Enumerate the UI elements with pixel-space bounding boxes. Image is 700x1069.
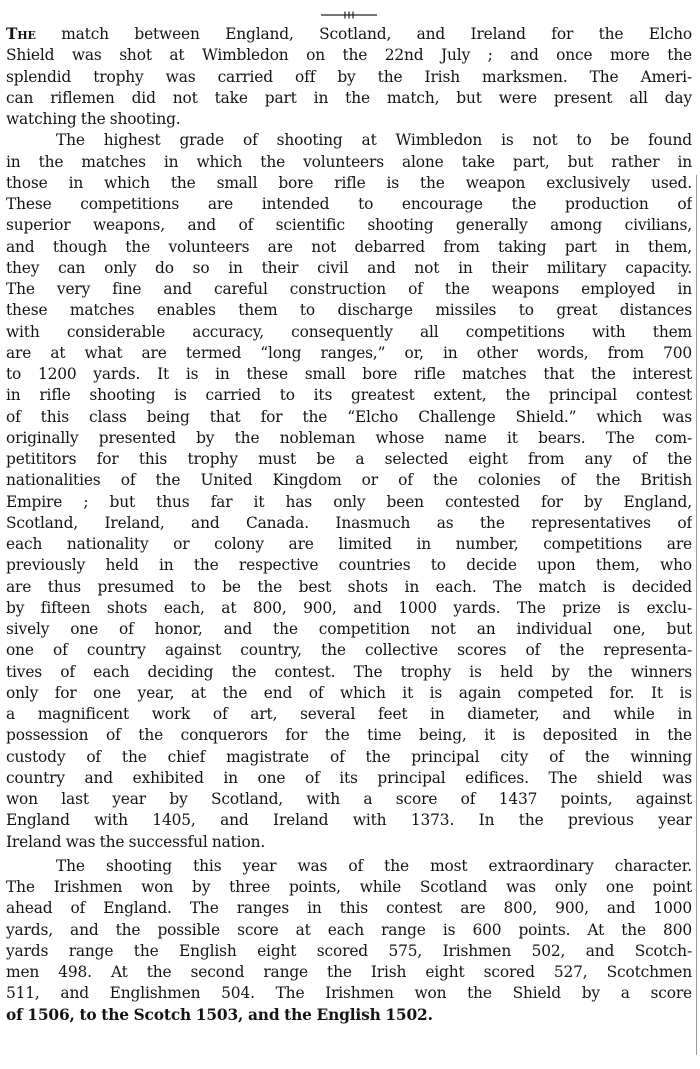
paragraph-line: one of country against country, the collective scores of the representa- <box>6 641 692 660</box>
article-paragraph-2 <box>6 130 692 853</box>
paragraph-line: are at what are termed “long ranges,” or, in other words, from 700 <box>6 343 692 362</box>
paragraph-line: won last year by Scotland, with a score of 1437 points, against <box>6 790 692 808</box>
paragraph-line: by fifteen shots each, at 800, 900, and 1000 yards. The prize is exclu- <box>6 598 692 617</box>
paragraph-line: nationalities of the United Kingdom or of the colonies of the British <box>6 471 692 490</box>
paragraph-line: sively one of honor, and the competition not an individual one, but <box>6 620 692 638</box>
paragraph-line: men 498. At the second range the Irish eight scored 527, Scotchmen <box>6 963 692 981</box>
paragraph-line: can riflemen did not take part in the match, but were present all day <box>6 88 692 107</box>
drop-lead-word: The <box>6 25 36 43</box>
paragraph-line: The highest grade of shooting at Wimbledon is not to be found <box>56 131 692 150</box>
paragraph-line: to 1200 yards. It is in these small bore rifle matches that the interest <box>6 365 692 383</box>
article-paragraph-3 <box>6 856 692 1026</box>
paragraph-line: Ireland was the successful nation. <box>6 832 266 851</box>
paragraph-line: yards, and the possible score at each range is 600 points. At the 800 <box>6 920 692 939</box>
article-paragraph-1 <box>6 24 692 130</box>
paragraph-line: each nationality or colony are limited in number, competitions are <box>6 535 692 553</box>
paragraph-line: Empire ; but thus far it has only been contested for by England, <box>6 492 692 511</box>
paragraph-line: custody of the chief magistrate of the principal city of the winning <box>6 747 692 766</box>
paragraph-line: originally presented by the nobleman whose name it bears. The com- <box>6 428 692 447</box>
paragraph-line: are thus presumed to be the best shots in each. The match is decided <box>6 577 692 596</box>
paragraph-line: England with 1405, and Ireland with 1373. In the previous year <box>6 811 692 830</box>
paragraph-line: superior weapons, and of scientific shooting generally among civilians, <box>6 216 692 235</box>
paragraph-line: possession of the conquerors for the time being, it is deposited in the <box>6 726 692 745</box>
paragraph-line: These competitions are intended to encourage the production of <box>6 195 692 213</box>
paragraph-line: with considerable accuracy, consequently all competitions with them <box>6 322 692 341</box>
paragraph-line: in the matches in which the volunteers alone take part, but rather in <box>6 152 692 171</box>
paragraph-line: petititors for this trophy must be a selected eight from any of the <box>6 450 692 468</box>
paragraph-line: Scotland, Ireland, and Canada. Inasmuch as the representatives of <box>6 513 692 532</box>
paragraph-line: The very fine and careful construction of the weapons employed in <box>6 280 692 298</box>
ornament-rule-icon <box>319 10 379 20</box>
paragraph-line: The match between England, Scotland, and Ireland for the Elcho <box>6 25 692 43</box>
paragraph-line: in rifle shooting is carried to its greatest extent, the principal contest <box>6 386 692 405</box>
paragraph-line: country and exhibited in one of its principal edifices. The shield was <box>6 768 692 787</box>
paragraph-line: The Irishmen won by three points, while Scotland was only one point <box>6 878 692 896</box>
paragraph-line: watching the shooting. <box>6 110 181 128</box>
paragraph-line: The shooting this year was of the most extraordinary character. <box>56 856 692 875</box>
paragraph-line: these matches enables them to discharge missiles to great distances <box>6 301 692 320</box>
paragraph-line: Shield was shot at Wimbledon on the 22nd July ; and once more the <box>6 46 692 65</box>
paragraph-line: yards range the English eight scored 575, Irishmen 502, and Scotch- <box>6 941 692 960</box>
paragraph-line: and though the volunteers are not debarred from taking part in them, <box>6 237 692 256</box>
paragraph-line: tives of each deciding the contest. The trophy is held by the winners <box>6 662 692 681</box>
section-divider-ornament <box>6 8 692 22</box>
paragraph-line: those in which the small bore rifle is the weapon exclusively used. <box>6 173 692 192</box>
column-rule <box>696 175 697 1055</box>
paragraph-line: they can only do so in their civil and not in their military capacity. <box>6 258 692 277</box>
paragraph-line: of this class being that for the “Elcho Challenge Shield.” which was <box>6 407 692 426</box>
paragraph-line: a magnificent work of art, several feet in diameter, and while in <box>6 705 692 723</box>
paragraph-line: ahead of England. The ranges in this contest are 800, 900, and 1000 <box>6 899 692 918</box>
paragraph-line: of 1506, to the Scotch 1503, and the English 1502. <box>6 1005 433 1024</box>
paragraph-line: splendid trophy was carried off by the Irish marksmen. The Ameri- <box>6 67 692 86</box>
paragraph-line: 511, and Englishmen 504. The Irishmen won the Shield by a score <box>6 984 692 1003</box>
paragraph-line: only for one year, at the end of which it is again competed for. It is <box>6 683 692 702</box>
paragraph-line: previously held in the respective countries to decide upon them, who <box>6 556 692 575</box>
